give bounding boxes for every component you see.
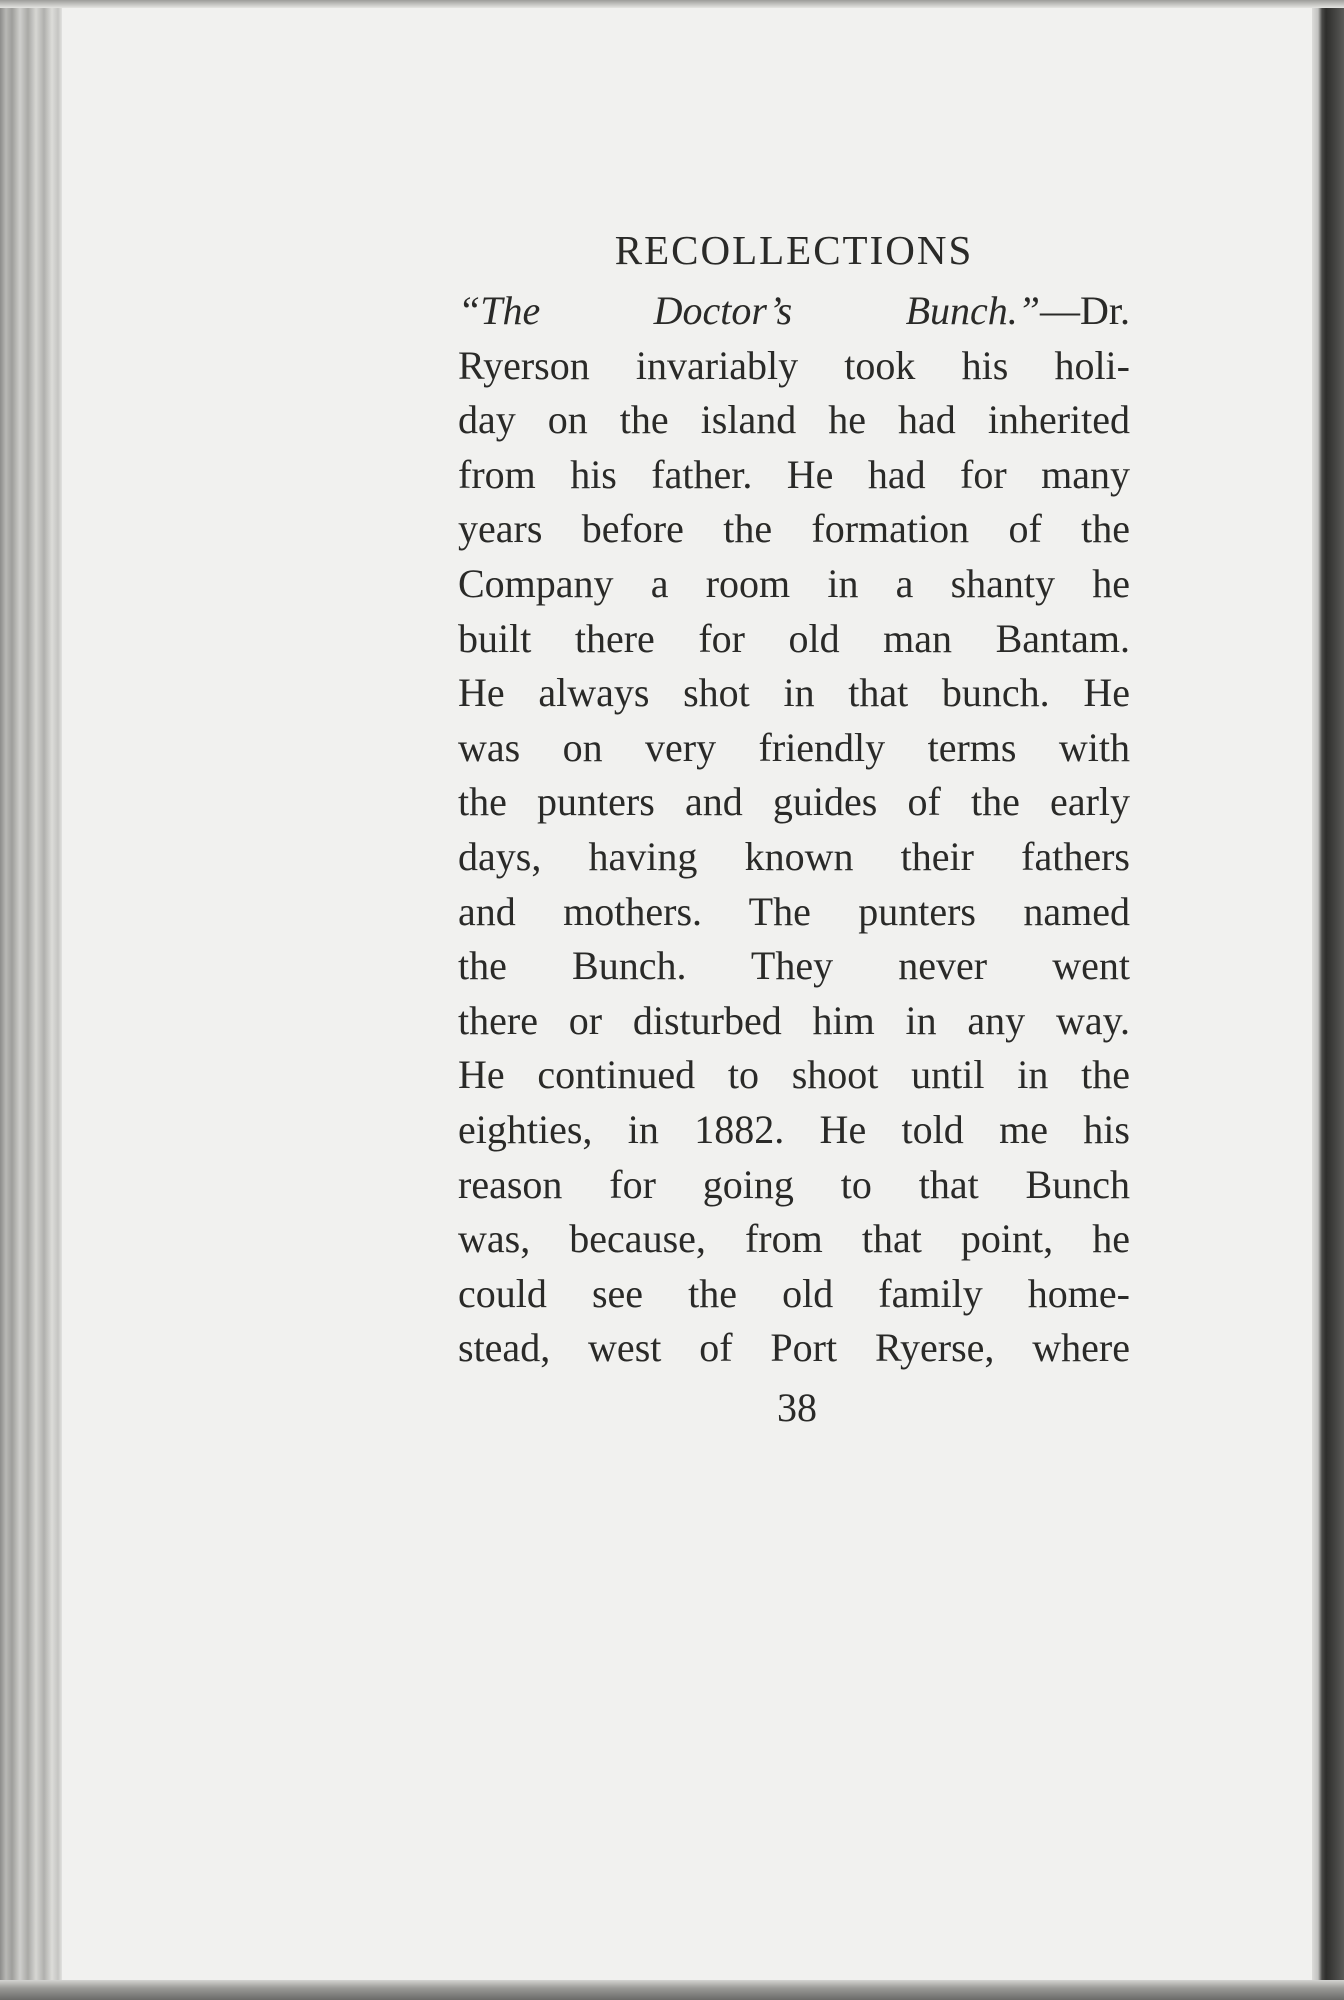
body-paragraph xyxy=(458,284,1130,1376)
text-line: day on the island he had inherited xyxy=(458,397,1130,443)
text-line: eighties, in 1882. He told me his xyxy=(458,1106,1130,1152)
text-line: built there for old man Bantam. xyxy=(458,615,1130,661)
text-line: the Bunch. They never went xyxy=(458,943,1130,989)
book-spine xyxy=(0,0,62,2000)
text-line: could see the old family home- xyxy=(458,1270,1130,1316)
book-bottom-edge xyxy=(0,1980,1344,2000)
text-line: was on very friendly terms with xyxy=(458,724,1130,770)
book-right-edge xyxy=(1312,0,1344,2000)
text-line: the punters and guides of the early xyxy=(458,779,1130,825)
text-line: He continued to shoot until in the xyxy=(458,1052,1130,1098)
heading-continuation: —Dr. xyxy=(1040,288,1130,333)
page-number: 38 xyxy=(777,1384,817,1430)
text-line: Company a room in a shanty he xyxy=(458,560,1130,606)
text-line: years before the formation of the xyxy=(458,506,1130,552)
text-line: was, because, from that point, he xyxy=(458,1216,1130,1262)
text-line: and mothers. The punters named xyxy=(458,888,1130,934)
text-line: He always shot in that bunch. He xyxy=(458,670,1130,716)
text-line: days, having known their fathers xyxy=(458,833,1130,879)
text-line: reason for going to that Bunch xyxy=(458,1161,1130,1207)
book-top-edge xyxy=(0,0,1344,8)
text-line: from his father. He had for many xyxy=(458,451,1130,497)
text-line: Ryerson invariably took his holi- xyxy=(458,342,1130,388)
text-line-heading xyxy=(458,284,1130,339)
text-line: there or disturbed him in any way. xyxy=(458,997,1130,1043)
section-heading: “The Doctor’s Bunch.” xyxy=(458,288,1040,333)
text-line: stead, west of Port Ryerse, where xyxy=(458,1325,1130,1371)
text-block xyxy=(458,222,1130,1436)
running-head: RECOLLECTIONS xyxy=(614,227,974,273)
